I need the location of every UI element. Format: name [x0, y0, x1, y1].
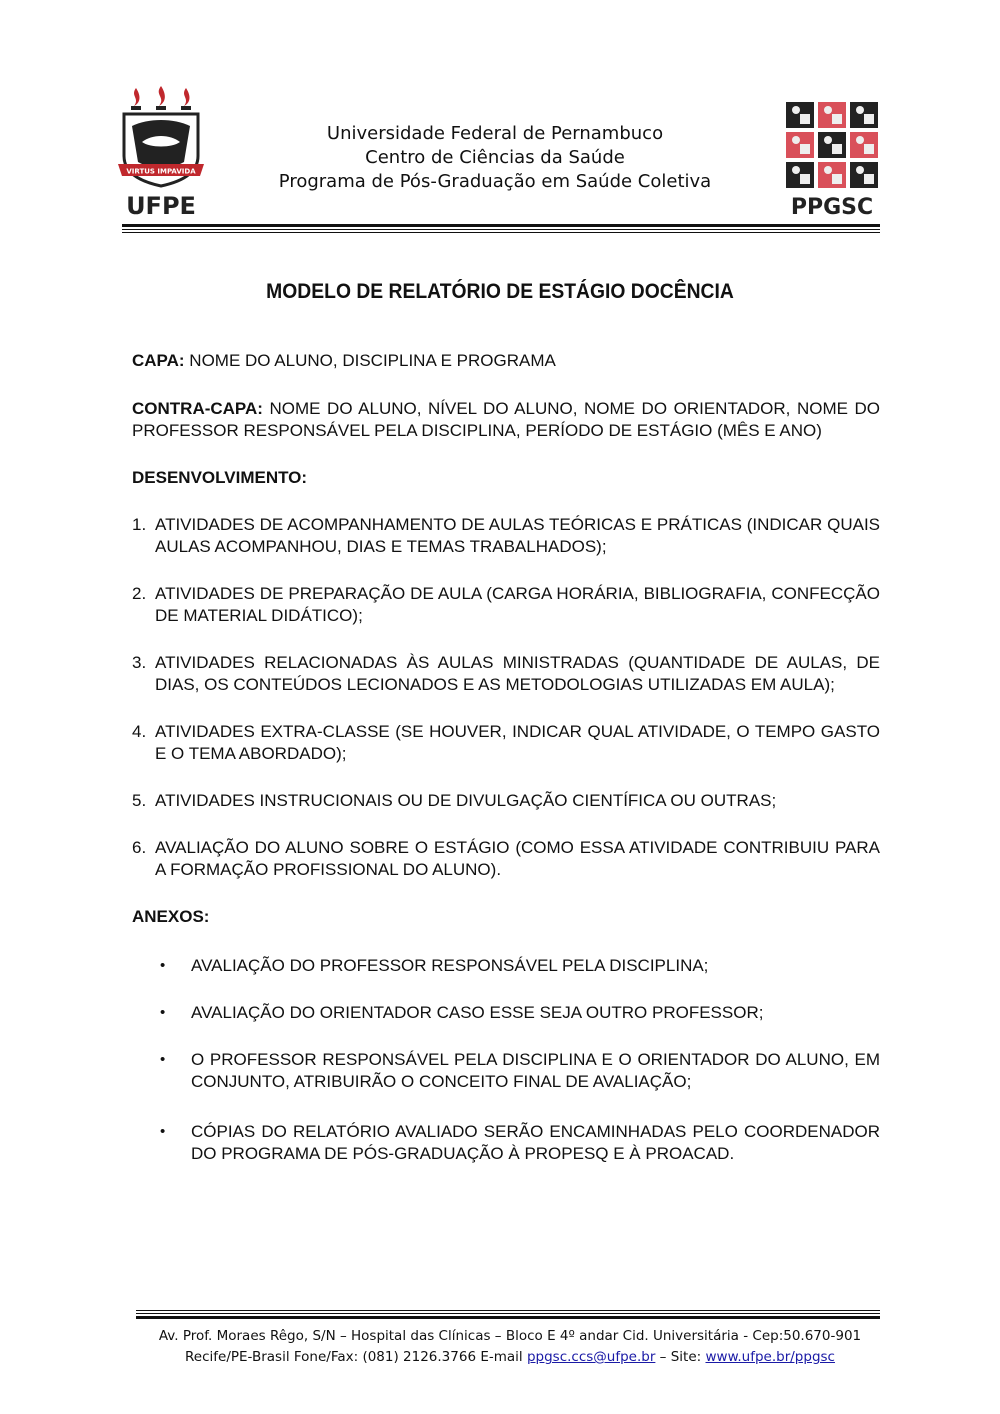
footer-rule-thick [136, 1316, 880, 1319]
bullet-item-text: AVALIAÇÃO DO ORIENTADOR CASO ESSE SEJA OUTRO PROFESSOR; [191, 1003, 764, 1022]
footer-contact [100, 1347, 920, 1368]
contra-capa-paragraph [132, 398, 880, 442]
institution-header [215, 122, 775, 194]
header-rule-thin [122, 229, 880, 230]
ppgsc-logo [784, 100, 880, 218]
bullet-item [160, 1121, 880, 1165]
email-link[interactable]: ppgsc.ccs@ufpe.br [526, 1349, 656, 1365]
bullet-item [160, 955, 880, 977]
footer-rule-thin-2 [136, 1313, 880, 1314]
footer [100, 1326, 920, 1368]
bullet-icon: • [160, 957, 166, 974]
capa-text: NOME DO ALUNO, DISCIPLINA E PROGRAMA [184, 351, 556, 370]
list-item-number: 3. [132, 653, 147, 672]
contra-capa-label: CONTRA-CAPA: [132, 399, 263, 418]
list-item-text: ATIVIDADES DE ACOMPANHAMENTO DE AULAS TEÓRICAS E PRÁTICAS (INDICAR QUAIS AULAS ACOMPANHOU, DIAS E TEMAS TRABALHADOS); [155, 515, 880, 556]
ufpe-logo [118, 86, 204, 218]
ppgsc-logo-text: PPGSC [790, 195, 874, 218]
list-item-number: 2. [132, 584, 147, 603]
list-item-number: 1. [132, 515, 147, 534]
list-item-number: 4. [132, 722, 147, 741]
list-item-number: 5. [132, 791, 147, 810]
site-link[interactable]: www.ufpe.br/ppgsc [705, 1349, 835, 1365]
footer-address: Av. Prof. Moraes Rêgo, S/N – Hospital das Clínicas – Bloco E 4º andar Cid. Universitária - Cep:50.670-901 [158, 1328, 862, 1344]
document-title: MODELO DE RELATÓRIO DE ESTÁGIO DOCÊNCIA [266, 280, 734, 303]
list-item-text: ATIVIDADES DE PREPARAÇÃO DE AULA (CARGA HORÁRIA, BIBLIOGRAFIA, CONFECÇÃO DE MATERIAL DIDÁTICO); [155, 584, 880, 625]
list-item [132, 583, 880, 627]
ufpe-logo-text: UFPE [126, 192, 196, 218]
contra-capa-text: NOME DO ALUNO, NÍVEL DO ALUNO, NOME DO ORIENTADOR, NOME DO PROFESSOR RESPONSÁVEL PELA DISCIPLINA, PERÍODO DE ESTÁGIO (MÊS E ANO) [132, 399, 880, 440]
bullet-icon: • [160, 1051, 166, 1068]
list-item-number: 6. [132, 838, 147, 857]
list-item [132, 514, 880, 558]
list-item-text: AVALIAÇÃO DO ALUNO SOBRE O ESTÁGIO (COMO ESSA ATIVIDADE CONTRIBUIU PARA A FORMAÇÃO PROFISSIONAL DO ALUNO). [155, 838, 880, 879]
bullet-icon: • [160, 1004, 166, 1021]
header-rule-thick [122, 224, 880, 227]
bullet-item-text: O PROFESSOR RESPONSÁVEL PELA DISCIPLINA E O ORIENTADOR DO ALUNO, EM CONJUNTO, ATRIBUIRÃO O CONCEITO FINAL DE AVALIAÇÃO; [191, 1050, 880, 1091]
bullet-icon: • [160, 1123, 166, 1140]
bullet-item-text: AVALIAÇÃO DO PROFESSOR RESPONSÁVEL PELA DISCIPLINA; [191, 956, 709, 975]
desenvolvimento-heading: DESENVOLVIMENTO: [132, 468, 308, 487]
list-item-text: ATIVIDADES RELACIONADAS ÀS AULAS MINISTRADAS (QUANTIDADE DE AULAS, DE DIAS, OS CONTEÚDOS LECIONADOS E AS METODOLOGIAS UTILIZADAS EM AULA); [155, 653, 880, 694]
header-rule-thin-2 [122, 232, 880, 233]
center-name: Centro de Ciências da Saúde [365, 147, 625, 168]
capa-paragraph [132, 350, 880, 372]
list-item [132, 652, 880, 696]
university-name: Universidade Federal de Pernambuco [326, 123, 664, 144]
list-item-text: ATIVIDADES INSTRUCIONAIS OU DE DIVULGAÇÃO CIENTÍFICA OU OUTRAS; [155, 791, 777, 810]
list-item [132, 721, 880, 765]
bullet-item [160, 1002, 880, 1024]
bullet-item-text: CÓPIAS DO RELATÓRIO AVALIADO SERÃO ENCAMINHADAS PELO COORDENADOR DO PROGRAMA DE PÓS-GRADUAÇÃO À PROPESQ E À PROACAD. [191, 1122, 880, 1163]
list-item-text: ATIVIDADES EXTRA-CLASSE (SE HOUVER, INDICAR QUAL ATIVIDADE, O TEMPO GASTO E O TEMA ABORDADO); [155, 722, 880, 763]
footer-site-prefix: – Site: [655, 1349, 706, 1365]
program-name: Programa de Pós-Graduação em Saúde Coletiva [278, 171, 712, 192]
anexos-heading: ANEXOS: [132, 907, 210, 926]
ufpe-motto-text: VIRTUS IMPAVIDA [126, 167, 196, 176]
list-item [132, 790, 880, 812]
bullet-item [160, 1049, 880, 1093]
footer-contact-prefix: Recife/PE-Brasil Fone/Fax: (081) 2126.3766 E-mail [185, 1349, 527, 1365]
footer-rule-thin [136, 1310, 880, 1311]
capa-label: CAPA: [132, 351, 185, 370]
list-item [132, 837, 880, 881]
